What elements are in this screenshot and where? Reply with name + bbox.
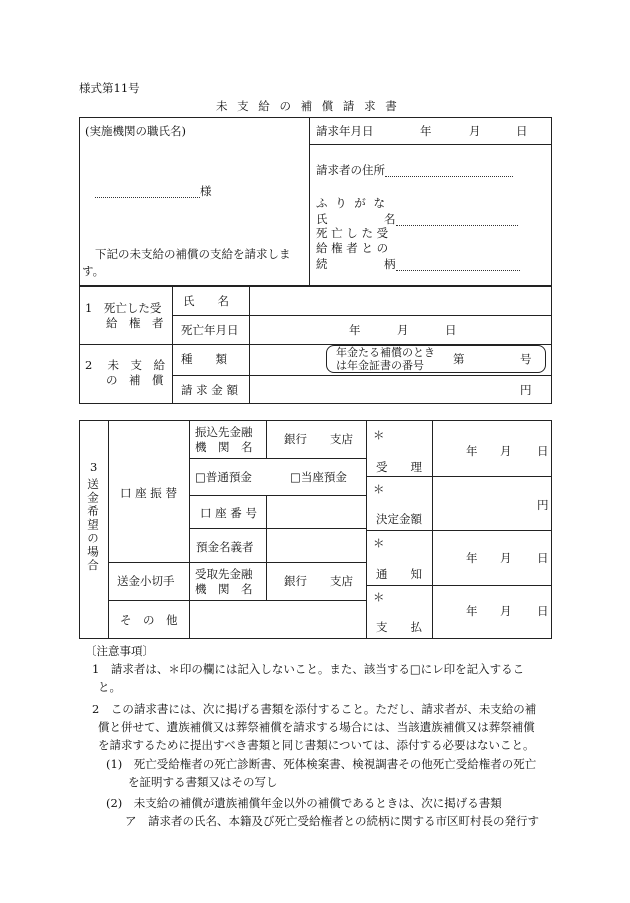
note-2-1-cont: を証明する書類又はその写し — [128, 775, 278, 789]
asterisk: ＊ — [373, 428, 385, 442]
check-label: 送金小切手 — [117, 574, 175, 588]
divider — [266, 420, 267, 458]
relation-label-3b: 柄 — [384, 257, 396, 271]
payment-day: 日 — [537, 604, 549, 618]
death-day-label: 日 — [445, 323, 457, 337]
amount-label: 請 求 金 額 — [181, 383, 238, 397]
year-label: 年 — [420, 124, 432, 138]
month-label: 月 — [469, 124, 481, 138]
decided-yen: 円 — [537, 498, 549, 512]
payment-month: 月 — [500, 604, 512, 618]
note-2-2: (2) 未支給の補償が遺族補償年金以外の補償であるときは、次に掲げる書類 — [106, 796, 502, 810]
note-2-cont: 償と併せて、遺族補償又は葬祭補償を請求する場合には、当該遺族補償又は葬祭補償 — [98, 720, 535, 734]
bank-label: 振込先金融 — [195, 425, 253, 439]
agency-name-field[interactable] — [95, 184, 212, 198]
section2-item2-label: 2 未 支 給 — [85, 358, 165, 372]
received-label: 受 理 — [376, 460, 422, 474]
received-day: 日 — [537, 444, 549, 458]
payment-label: 支 払 — [376, 620, 422, 634]
relation-label: 死 亡 し た 受 — [316, 226, 389, 240]
decided-amount-label: 決定金額 — [376, 512, 422, 526]
deceased-name-label: 氏 名 — [183, 294, 229, 308]
relation-field[interactable] — [384, 257, 520, 271]
name-label: 氏 — [316, 212, 328, 226]
received-year: 年 — [466, 444, 478, 458]
relation-label-3: 続 — [316, 257, 328, 271]
asterisk: ＊ — [373, 536, 385, 550]
divider — [172, 315, 552, 316]
divider — [366, 530, 552, 531]
notes-heading: 〔注意事項〕 — [85, 644, 154, 658]
notice-month: 月 — [500, 551, 512, 565]
address-field[interactable] — [316, 163, 513, 177]
request-text: 下記の未支給の補償の支給を請求しま — [95, 247, 291, 261]
name-field[interactable] — [384, 212, 518, 226]
divider — [366, 585, 552, 586]
day-label: 日 — [516, 124, 528, 138]
note-2: 2 この請求書には、次に掲げる書類を添付すること。ただし、請求者が、未支給の補 — [92, 702, 537, 716]
notice-day: 日 — [537, 551, 549, 565]
divider — [108, 562, 366, 563]
payment-year: 年 — [466, 604, 478, 618]
furigana-label: ふ り が な — [316, 196, 387, 210]
received-month: 月 — [500, 444, 512, 458]
divider — [172, 375, 552, 376]
other-label: そ の 他 — [120, 613, 178, 627]
divider — [366, 476, 552, 477]
notice-label: 通 知 — [376, 567, 422, 581]
divider — [266, 562, 267, 600]
form-number: 様式第11号 — [79, 81, 140, 95]
bank-label-2: 機 関 名 — [195, 440, 253, 454]
account-holder-label: 預金名義者 — [196, 540, 254, 554]
account-holder-field[interactable] — [267, 529, 365, 561]
address-label: 請求者の住所 — [316, 163, 385, 177]
note-1-cont: と。 — [98, 680, 121, 694]
dai-label: 第 — [453, 352, 465, 366]
request-date-label: 請求年月日 — [316, 124, 374, 138]
relation-label-2: 給 権 者 と の — [316, 241, 389, 255]
agency-label: (実施機関の職氏名) — [85, 124, 186, 138]
divider — [309, 117, 310, 286]
recv-bank-value[interactable]: 銀行 支店 — [284, 574, 353, 588]
section3-number: 3 — [90, 460, 98, 474]
bank-value[interactable]: 銀行 支店 — [284, 432, 353, 446]
death-year-label: 年 — [349, 323, 361, 337]
asterisk: ＊ — [373, 590, 385, 604]
recv-bank-label-2: 機 関 名 — [195, 582, 253, 596]
divider — [108, 420, 109, 639]
note-1: 1 請求者は、＊印の欄には記入しないこと。また、該当する□にレ印を記入するこ — [92, 662, 525, 676]
deceased-name-field[interactable] — [250, 287, 551, 314]
other-field[interactable] — [190, 601, 365, 638]
note-2-2-a: ア 請求者の氏名、本籍及び死亡受給権者との続柄に関する市区町村長の発行す — [125, 814, 539, 828]
account-number-field[interactable] — [267, 496, 365, 527]
divider — [189, 458, 366, 459]
section3-side-label: 送金希望の場合 — [86, 478, 100, 573]
death-date-label: 死亡年月日 — [181, 323, 239, 337]
account-number-label: 口 座 番 号 — [200, 506, 257, 520]
note-2-1: (1) 死亡受給権者の死亡診断書、死体検案書、検視調書その他死亡受給権者の死亡 — [106, 757, 537, 771]
current-deposit-checkbox[interactable]: □当座預金 — [290, 470, 347, 484]
section2-item1-label-2: 給 権 者 — [106, 316, 164, 330]
request-text-cont: す。 — [82, 264, 105, 278]
asterisk: ＊ — [373, 482, 385, 496]
pension-note-2: は年金証書の番号 — [336, 359, 424, 372]
type-label: 種 類 — [181, 352, 227, 366]
divider — [172, 286, 173, 404]
amount-yen: 円 — [520, 383, 532, 397]
section2-item2-label-2: の 補 償 — [106, 373, 164, 387]
sama-label: 様 — [200, 184, 212, 198]
pension-note: 年金たる補償のとき — [336, 346, 435, 359]
go-label: 号 — [520, 352, 532, 366]
recv-bank-label: 受取先金融 — [195, 567, 253, 581]
notice-year: 年 — [466, 551, 478, 565]
death-month-label: 月 — [397, 323, 409, 337]
note-2-cont-2: を請求するために提出すべき書類と同じ書類については、添付する必要はないこと。 — [98, 738, 535, 752]
page-title: 未 支 給 の 補 償 請 求 書 — [216, 99, 400, 113]
divider — [309, 144, 552, 145]
ordinary-deposit-checkbox[interactable]: □普通預金 — [195, 470, 252, 484]
account-transfer-label: 口 座 振 替 — [120, 486, 177, 500]
section2-item1-label: 1 死亡した受 — [85, 301, 162, 315]
name-label-b: 名 — [384, 212, 396, 226]
